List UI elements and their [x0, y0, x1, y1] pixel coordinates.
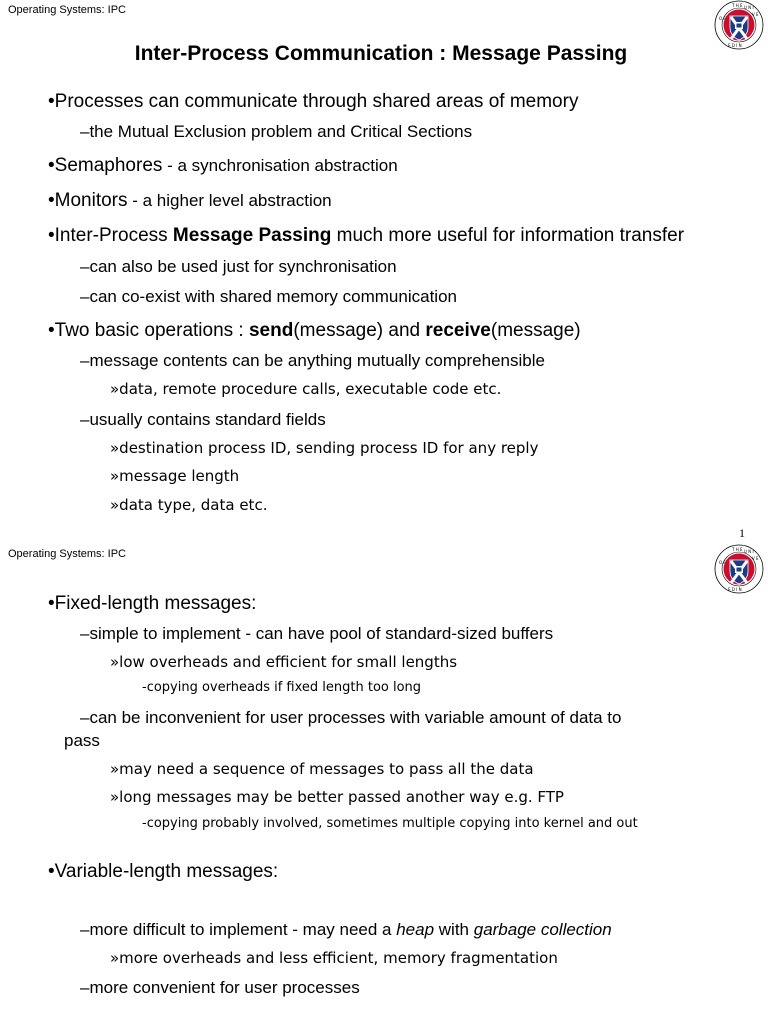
svg-text:T H E: T H E — [732, 547, 743, 552]
bullet-message-passing — [48, 225, 684, 247]
difficult-gc: garbage collection — [473, 920, 612, 939]
ops-receive: receive — [425, 320, 491, 341]
bullet-fixed-length: •Fixed-length messages: — [48, 593, 257, 614]
svg-text:V E: V E — [752, 12, 759, 17]
sub-sub-bullet-long-messages: »long messages may be better passed another way e.g. FTP — [110, 788, 564, 806]
svg-text:E D I N: E D I N — [728, 587, 742, 592]
page-number: 1 — [739, 526, 745, 540]
sub-sub-bullet-low-overheads: »low overheads and efficient for small lengths — [110, 653, 458, 671]
svg-text:U N I: U N I — [744, 549, 754, 554]
bullet-monitors — [48, 190, 332, 212]
bullet-two-operations — [48, 320, 581, 342]
semaphores-desc: - a synchronisation abstraction — [162, 156, 398, 175]
difficult-prefix: –more difficult to implement - may need a — [80, 920, 397, 939]
svg-text:T H E: T H E — [732, 3, 743, 8]
ops-suffix: (message) — [490, 320, 581, 341]
ops-prefix: •Two basic operations : — [48, 320, 249, 341]
sub-bullet-mutual-exclusion: –the Mutual Exclusion problem and Critical Sections — [80, 122, 473, 141]
semaphores-label: •Semaphores — [48, 155, 163, 176]
university-crest-logo — [714, 544, 764, 594]
detail-copying-kernel: -copying probably involved, sometimes multiple copying into kernel and out — [142, 816, 638, 831]
sub-sub-bullet-data: »data, remote procedure calls, executable code etc. — [110, 380, 502, 398]
svg-text:O F: O F — [719, 560, 726, 565]
bullet-semaphores — [48, 155, 398, 177]
mp-suffix: much more useful for information transfer — [331, 225, 685, 246]
monitors-label: •Monitors — [48, 190, 128, 211]
sub-sub-bullet-datatype: »data type, data etc. — [110, 496, 268, 514]
sub-bullet-synchronisation: –can also be used just for synchronisation — [80, 257, 397, 276]
difficult-heap: heap — [396, 920, 435, 939]
sub-bullet-standard-fields: –usually contains standard fields — [80, 410, 326, 429]
sub-bullet-co-exist: –can co-exist with shared memory communication — [80, 287, 457, 306]
slide-header: Operating Systems: IPC — [8, 548, 126, 560]
bullet-variable-length: •Variable-length messages: — [48, 861, 279, 882]
monitors-desc: - a higher level abstraction — [127, 191, 332, 210]
sub-bullet-convenient: –more convenient for user processes — [80, 978, 360, 997]
sub-bullet-difficult — [80, 920, 612, 940]
mp-prefix: •Inter-Process — [48, 225, 173, 246]
sub-bullet-inconvenient-cont: pass — [64, 731, 100, 750]
slide-2 — [0, 540, 768, 1024]
ops-mid: (message) and — [293, 320, 426, 341]
difficult-with: with — [434, 920, 474, 939]
sub-sub-bullet-sequence: »may need a sequence of messages to pass all the data — [110, 760, 534, 778]
mp-bold: Message Passing — [172, 225, 332, 246]
svg-text:O F: O F — [719, 16, 726, 21]
sub-sub-bullet-length: »message length — [110, 467, 240, 485]
bullet-processes: •Processes can communicate through shared areas of memory — [48, 91, 579, 112]
sub-sub-bullet-destination: »destination process ID, sending process ID for any reply — [110, 439, 539, 457]
sub-bullet-inconvenient: –can be inconvenient for user processes with variable amount of data to — [80, 708, 622, 727]
svg-text:E D I N: E D I N — [728, 43, 742, 48]
sub-bullet-message-contents: –message contents can be anything mutually comprehensible — [80, 351, 545, 370]
detail-copying-overheads: -copying overheads if fixed length too long — [142, 680, 422, 695]
ops-send: send — [248, 320, 294, 341]
sub-bullet-simple: –simple to implement - can have pool of standard-sized buffers — [80, 624, 554, 643]
slide-title: Inter-Process Communication : Message Passing — [134, 42, 628, 65]
svg-text:U N I: U N I — [744, 5, 754, 10]
svg-text:V E: V E — [752, 556, 759, 561]
slide-header: Operating Systems: IPC — [8, 4, 126, 16]
sub-sub-bullet-more-overheads: »more overheads and less efficient, memory fragmentation — [110, 949, 558, 967]
